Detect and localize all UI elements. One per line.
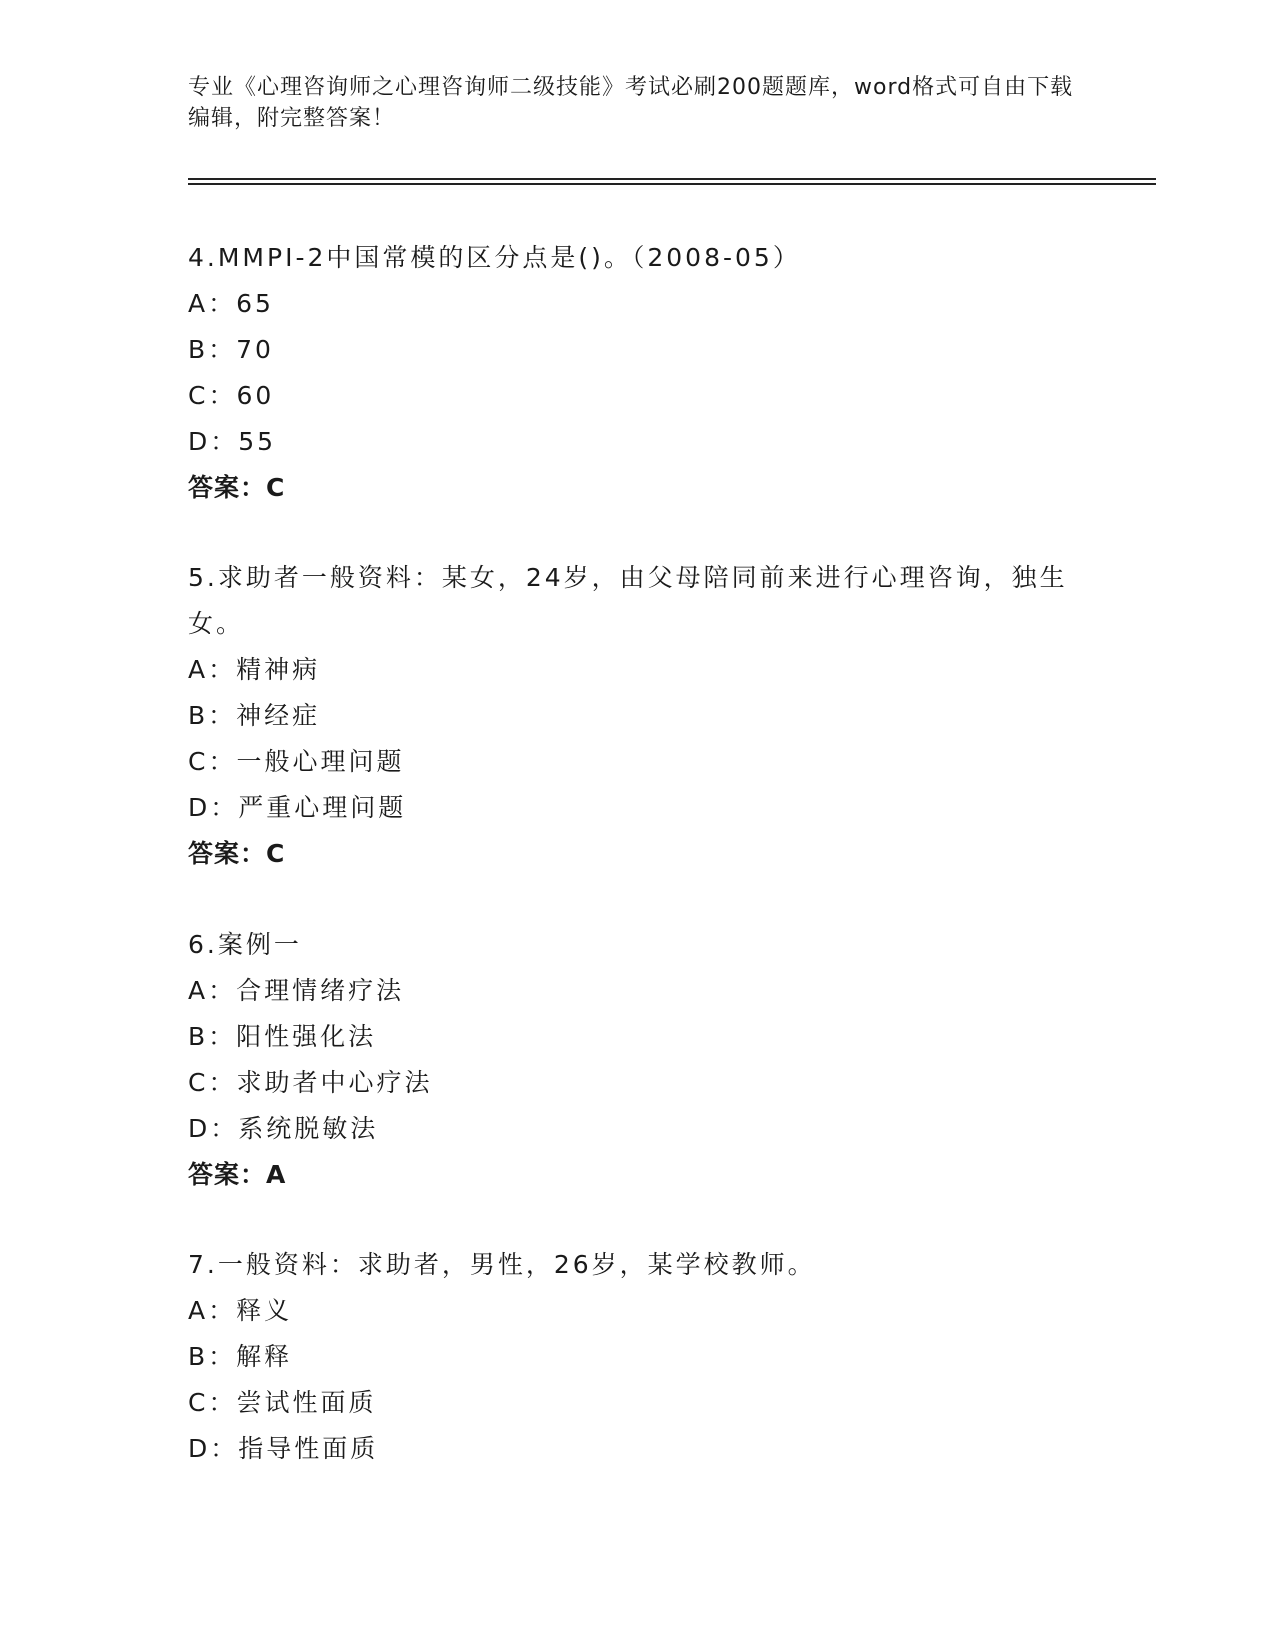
answer-label: 答案：A [188,1160,287,1189]
option-d: D：系统脱敏法 [188,1114,379,1143]
option-d: D：55 [188,427,277,456]
option-b: B：解释 [188,1342,293,1371]
answer-label: 答案：C [188,473,286,502]
question-6 [188,922,1088,1198]
question-4 [188,235,1088,511]
option-a: A：合理情绪疗法 [188,976,405,1005]
question-stem: 7.一般资料：求助者，男性，26岁，某学校教师。 [188,1250,816,1279]
header-rule-top [188,178,1156,180]
header-rule-bottom [188,183,1156,185]
document-header: 专业《心理咨询师之心理咨询师二级技能》考试必刷200题题库，word格式可自由下载编辑，附完整答案！ [188,75,1074,131]
option-c: C：尝试性面质 [188,1388,377,1417]
option-c: C：一般心理问题 [188,747,405,776]
option-b: B：阳性强化法 [188,1022,377,1051]
option-c: C：60 [188,381,275,410]
option-d: D：指导性面质 [188,1434,379,1463]
question-7 [188,1242,1088,1472]
option-b: B：70 [188,335,274,364]
question-stem: 5.求助者一般资料：某女，24岁，由父母陪同前来进行心理咨询，独生女。 [188,563,1068,638]
option-a: A：精神病 [188,655,321,684]
question-5 [188,555,1088,877]
option-d: D：严重心理问题 [188,793,407,822]
option-a: A：释义 [188,1296,293,1325]
option-c: C：求助者中心疗法 [188,1068,433,1097]
question-stem: 6.案例一 [188,930,302,959]
option-a: A：65 [188,289,274,318]
option-b: B：神经症 [188,701,321,730]
answer-label: 答案：C [188,839,286,868]
question-stem: 4.MMPI-2中国常模的区分点是()。（2008-05） [188,243,801,272]
